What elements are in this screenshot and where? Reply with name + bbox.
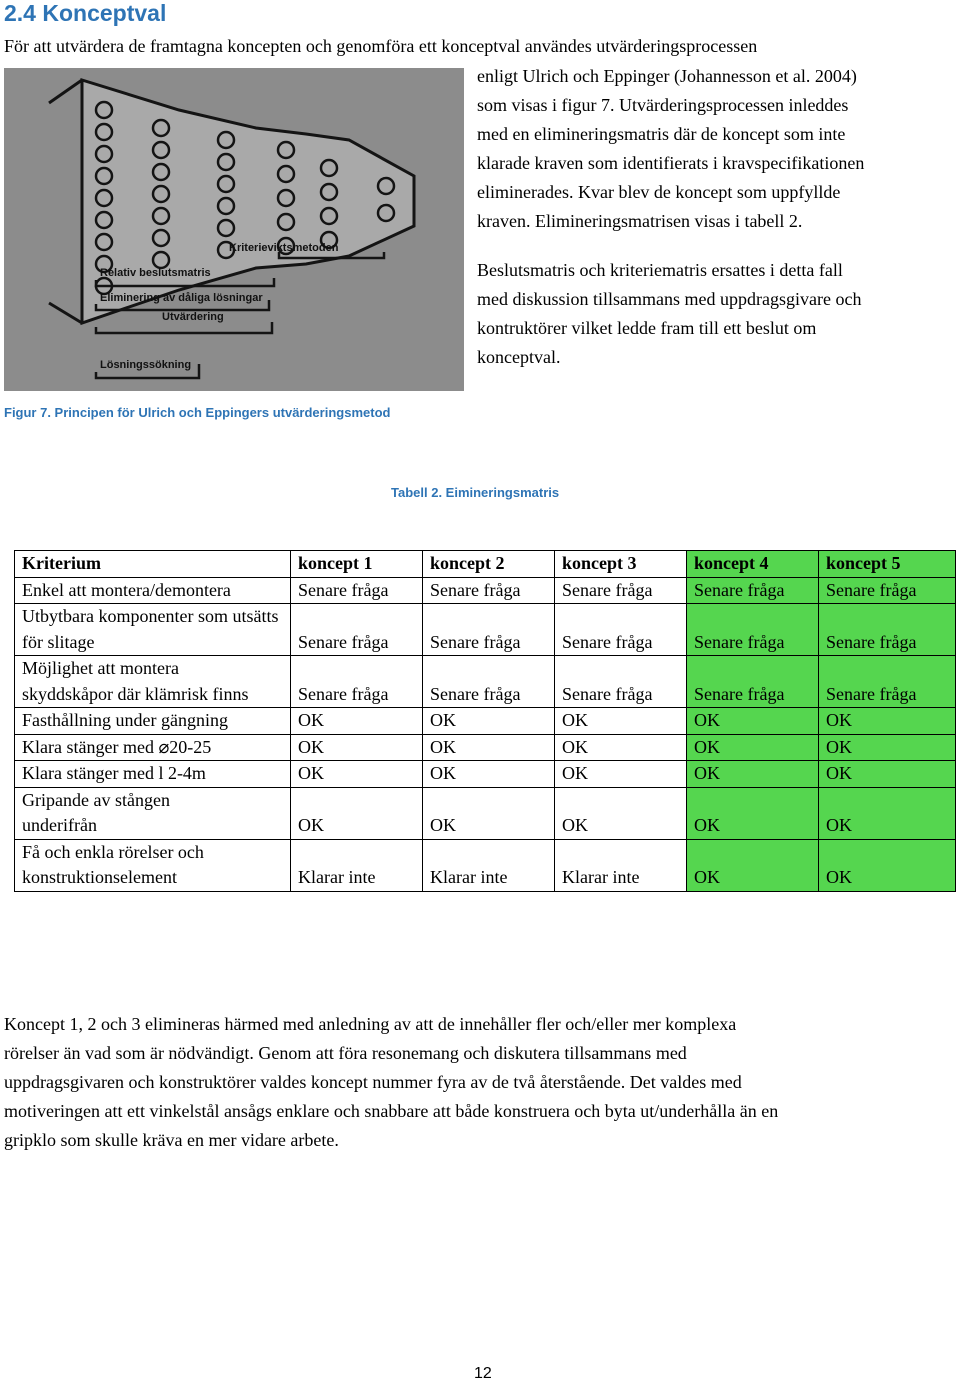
table-cell: Senare fråga xyxy=(819,577,956,604)
label-utvardering: Utvärdering xyxy=(162,311,224,323)
table-cell: OK xyxy=(423,787,555,839)
criterion-cell: Gripande av stången underifrån xyxy=(15,787,291,839)
table-cell: OK xyxy=(555,787,687,839)
table-cell: Klarar inte xyxy=(291,839,423,891)
table-cell: OK xyxy=(819,761,956,788)
section-heading: 2.4 Konceptval xyxy=(4,0,167,26)
table-cell: OK xyxy=(687,787,819,839)
table-cell: OK xyxy=(819,708,956,735)
table-cell: Senare fråga xyxy=(687,577,819,604)
para2-line: kontruktörer vilket ledde fram till ett beslut om xyxy=(477,318,817,338)
figure-caption: Figur 7. Principen för Ulrich och Eppingers utvärderingsmetod xyxy=(4,405,391,420)
table-cell: OK xyxy=(291,761,423,788)
table-cell: OK xyxy=(555,734,687,761)
closing-line: uppdragsgivaren och konstruktörer valdes koncept nummer fyra av de två återstående. Det valdes med xyxy=(4,1072,742,1092)
table-cell: Senare fråga xyxy=(423,656,555,708)
table-cell: OK xyxy=(291,787,423,839)
para2-line: med diskussion tillsammans med uppdragsgivare och xyxy=(477,289,862,309)
table-cell: Senare fråga xyxy=(423,577,555,604)
header-cell: koncept 1 xyxy=(291,551,423,578)
table-row xyxy=(15,787,956,839)
table-cell: Senare fråga xyxy=(291,604,423,656)
criterion-cell: Klara stänger med l 2-4m xyxy=(15,761,291,788)
criterion-cell: Klara stänger med ⌀20-25 xyxy=(15,734,291,761)
table-cell: OK xyxy=(423,708,555,735)
label-eliminering: Eliminering av dåliga lösningar xyxy=(100,292,263,304)
closing-line: rörelser än vad som är nödvändigt. Genom att föra resonemang och diskutera tillsammans med xyxy=(4,1043,687,1063)
table-cell: Klarar inte xyxy=(555,839,687,891)
table-header-row xyxy=(15,551,956,578)
criterion-cell: Få och enkla rörelser och konstruktionselement xyxy=(15,839,291,891)
table-cell: Klarar inte xyxy=(423,839,555,891)
right-col-line: med en elimineringsmatris där de koncept som inte xyxy=(477,124,846,144)
table-cell: OK xyxy=(423,734,555,761)
label-losningssokning: Lösningssökning xyxy=(100,359,192,371)
table-cell: OK xyxy=(819,734,956,761)
criterion-cell: Fasthållning under gängning xyxy=(15,708,291,735)
table-row xyxy=(15,761,956,788)
table-cell: Senare fråga xyxy=(687,656,819,708)
table-row xyxy=(15,708,956,735)
label-kriterieviktsmetoden: Kriterieviktsmetoden xyxy=(229,242,339,254)
table-cell: Senare fråga xyxy=(291,577,423,604)
closing-line: motiveringen att ett vinkelstål ansågs enklare och snabbare att både konstruera och byta ut/underhålla än en xyxy=(4,1101,779,1121)
table-cell: OK xyxy=(819,787,956,839)
table-cell: OK xyxy=(687,839,819,891)
table-cell: Senare fråga xyxy=(819,604,956,656)
table-cell: Senare fråga xyxy=(555,577,687,604)
right-col-line: klarade kraven som identifierats i kravspecifikationen xyxy=(477,153,865,173)
header-cell: koncept 4 xyxy=(687,551,819,578)
right-col-line: kraven. Elimineringsmatrisen visas i tabell 2. xyxy=(477,211,803,231)
table-row xyxy=(15,656,956,708)
table-cell: OK xyxy=(687,734,819,761)
header-cell: koncept 3 xyxy=(555,551,687,578)
right-col-line: som visas i figur 7. Utvärderingsprocessen inleddes xyxy=(477,95,849,115)
table-row xyxy=(15,604,956,656)
para2-line: konceptval. xyxy=(477,347,561,367)
table-row xyxy=(15,734,956,761)
header-cell: koncept 5 xyxy=(819,551,956,578)
table-cell: Senare fråga xyxy=(423,604,555,656)
right-col-line: enligt Ulrich och Eppinger (Johannesson et al. 2004) xyxy=(477,66,857,86)
figure-7-image xyxy=(4,68,464,391)
table-row xyxy=(15,839,956,891)
table-cell: Senare fråga xyxy=(555,604,687,656)
table-cell: Senare fråga xyxy=(819,656,956,708)
table-cell: OK xyxy=(423,761,555,788)
table-cell: Senare fråga xyxy=(687,604,819,656)
table-cell: OK xyxy=(291,708,423,735)
closing-line: gripklo som skulle kräva en mer vidare arbete. xyxy=(4,1130,339,1150)
table-cell: OK xyxy=(291,734,423,761)
table-cell: Senare fråga xyxy=(291,656,423,708)
page-number: 12 xyxy=(474,1365,492,1382)
table-cell: OK xyxy=(555,761,687,788)
closing-line: Koncept 1, 2 och 3 elimineras härmed med anledning av att de innehåller fler och/eller mer komplexa xyxy=(4,1014,737,1034)
criterion-cell: Enkel att montera/demontera xyxy=(15,577,291,604)
elimination-matrix-table xyxy=(14,550,956,892)
table-caption: Tabell 2. Eimineringsmatris xyxy=(391,485,560,500)
header-cell: koncept 2 xyxy=(423,551,555,578)
table-cell: OK xyxy=(555,708,687,735)
intro-line: För att utvärdera de framtagna koncepten och genomföra ett konceptval användes utvärderingsprocessen xyxy=(4,36,758,56)
evaluation-funnel-diagram xyxy=(4,68,464,391)
header-cell: Kriterium xyxy=(15,551,291,578)
table-row xyxy=(15,577,956,604)
table-cell: Senare fråga xyxy=(555,656,687,708)
table-cell: OK xyxy=(819,839,956,891)
table-cell: OK xyxy=(687,761,819,788)
criterion-cell: Möjlighet att montera skyddskåpor där klämrisk finns xyxy=(15,656,291,708)
right-col-line: eliminerades. Kvar blev de koncept som uppfyllde xyxy=(477,182,841,202)
table-cell: OK xyxy=(687,708,819,735)
para2-line: Beslutsmatris och kriteriematris ersattes i detta fall xyxy=(477,260,843,280)
criterion-cell: Utbytbara komponenter som utsätts för slitage xyxy=(15,604,291,656)
label-relativ-beslutsmatris: Relativ beslutsmatris xyxy=(100,267,211,279)
